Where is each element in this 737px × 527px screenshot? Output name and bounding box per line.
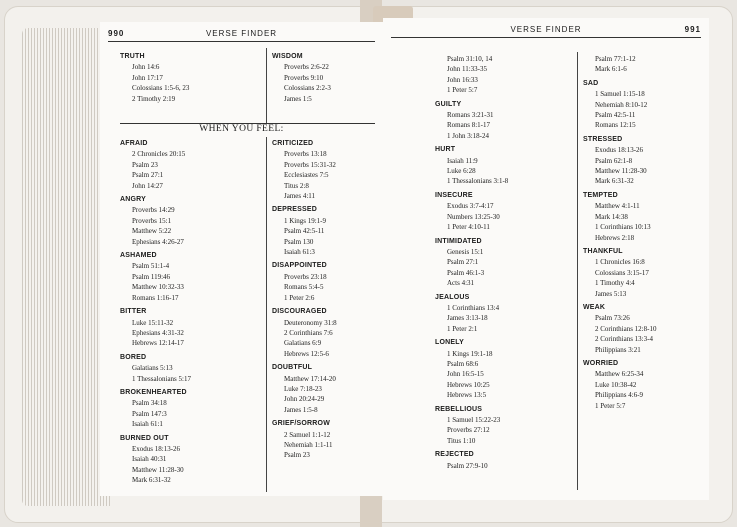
right-column-divider <box>577 52 578 490</box>
verse-reference: John 16:33 <box>447 75 478 84</box>
verse-reference: 1 Timothy 4:4 <box>595 279 635 288</box>
verse-reference: Psalm 77:1-12 <box>595 55 636 63</box>
verse-reference: Proverbs 14:29 <box>132 206 175 215</box>
topic-section <box>120 52 260 104</box>
verse-reference: Matthew 11:28-30 <box>595 167 647 176</box>
left-top-column-1 <box>120 52 260 108</box>
left-page <box>100 22 383 496</box>
verse-reference: 1 Kings 19:1-18 <box>447 349 493 358</box>
verse-reference: 2 Corinthians 12:8-10 <box>595 324 657 333</box>
right-page-number: 991 <box>684 25 701 34</box>
topic-section <box>583 135 703 187</box>
topic-heading: DOUBTFUL <box>272 364 313 372</box>
topic-heading: BURNED OUT <box>120 434 169 442</box>
verse-reference: Proverbs 23:18 <box>284 272 327 281</box>
verse-reference: 1 Thessalonians 5:17 <box>132 374 191 383</box>
verse-reference: 1 Peter 2:6 <box>284 293 315 302</box>
topic-heading: BITTER <box>120 308 147 316</box>
verse-reference: Proverbs 2:6-22 <box>284 63 329 72</box>
verse-reference: Psalm 23 <box>132 160 158 169</box>
topic-section <box>435 100 575 142</box>
right-page <box>383 18 709 500</box>
verse-reference: James 3:13-18 <box>447 314 488 323</box>
verse-reference: Nehemiah 8:10-12 <box>595 100 648 109</box>
verse-reference: Hebrews 12:14-17 <box>132 339 184 348</box>
verse-reference: Galatians 6:9 <box>284 339 322 348</box>
verse-reference: Psalm 73:26 <box>595 314 630 323</box>
topic-section <box>583 54 703 75</box>
verse-reference: 2 Corinthians 7:6 <box>284 328 333 337</box>
topic-heading: INTIMIDATED <box>435 237 482 245</box>
verse-reference: Exodus 18:13-26 <box>595 146 644 155</box>
verse-reference: 1 John 3:18-24 <box>447 131 489 140</box>
verse-reference: Psalm 31:10, 14 <box>447 55 493 63</box>
verse-reference: Colossians 2:2-3 <box>284 84 331 93</box>
topic-section <box>583 303 703 355</box>
topic-section <box>120 251 260 303</box>
verse-reference: 1 Thessalonians 3:1-8 <box>447 177 509 186</box>
right-column-2 <box>583 54 703 415</box>
left-column-2 <box>272 139 378 465</box>
topic-heading: WISDOM <box>272 53 303 60</box>
verse-reference: Psalm 62:1-8 <box>595 156 633 165</box>
topic-heading: ANGRY <box>120 196 147 204</box>
topic-section <box>120 139 260 191</box>
topic-heading: WEAK <box>583 303 606 311</box>
verse-reference: John 11:33-35 <box>447 65 487 74</box>
verse-reference: Luke 15:11-32 <box>132 318 174 327</box>
topic-heading: CRITICIZED <box>272 140 314 147</box>
topic-heading: TRUTH <box>120 53 145 60</box>
verse-reference: Matthew 11:28-30 <box>132 465 184 474</box>
topic-section <box>272 363 378 415</box>
topic-section <box>120 434 260 486</box>
left-top-column-2 <box>272 52 378 108</box>
verse-reference: Galatians 5:13 <box>132 364 173 373</box>
verse-reference: 1 Corinthians 10:13 <box>595 223 651 232</box>
topic-section <box>272 205 378 257</box>
verse-reference: Hebrews 13:5 <box>447 391 487 400</box>
verse-reference: Psalm 42:5-11 <box>595 111 636 120</box>
topic-heading: SAD <box>583 79 599 87</box>
topic-section <box>435 450 575 471</box>
topic-section <box>272 139 378 201</box>
topic-section <box>435 293 575 335</box>
verse-reference: Mark 6:31-32 <box>595 177 634 186</box>
verse-reference: James 1:5-8 <box>284 405 318 414</box>
topic-heading: HURT <box>435 146 456 154</box>
topic-heading: GUILTY <box>435 100 462 108</box>
topic-heading: AFRAID <box>120 140 148 147</box>
verse-reference: Psalm 51:1-4 <box>132 262 170 271</box>
topic-section <box>583 359 703 411</box>
verse-reference: Deuteronomy 31:8 <box>284 318 337 327</box>
verse-reference: James 4:11 <box>284 192 316 201</box>
topic-heading: BROKENHEARTED <box>120 388 187 396</box>
topic-section <box>435 191 575 233</box>
verse-reference: Matthew 17:14-20 <box>284 374 336 383</box>
left-page-number: 990 <box>108 29 125 38</box>
verse-reference: John 17:17 <box>132 73 163 82</box>
topic-heading: INSECURE <box>435 191 473 199</box>
verse-reference: Psalm 147:3 <box>132 409 167 418</box>
verse-reference: Philippians 3:21 <box>595 345 641 354</box>
verse-reference: Matthew 10:32-33 <box>132 283 184 292</box>
topic-section <box>435 54 575 96</box>
verse-reference: Proverbs 15:31-32 <box>284 160 336 169</box>
verse-reference: 1 Peter 4:10-11 <box>447 223 490 232</box>
topic-section <box>435 145 575 187</box>
verse-reference: James 1:5 <box>284 94 312 103</box>
verse-reference: Romans 3:21-31 <box>447 111 494 120</box>
topic-heading: WORRIED <box>583 359 619 367</box>
verse-reference: Psalm 27:9-10 <box>447 461 488 470</box>
verse-reference: Psalm 34:18 <box>132 399 167 408</box>
topic-heading: REJECTED <box>435 451 474 459</box>
topic-heading: TEMPTED <box>583 191 618 199</box>
verse-reference: Ephesians 4:26-27 <box>132 237 184 246</box>
verse-reference: Ecclesiastes 7:5 <box>284 171 329 180</box>
topic-heading: DISAPPOINTED <box>272 262 327 270</box>
topic-heading: DISCOURAGED <box>272 308 327 316</box>
verse-reference: Psalm 42:5-11 <box>284 227 325 236</box>
verse-reference: Psalm 130 <box>284 237 314 246</box>
verse-reference: Numbers 13:25-30 <box>447 212 500 221</box>
verse-reference: 1 Peter 5:7 <box>447 86 478 95</box>
topic-section <box>272 261 378 303</box>
topic-section <box>435 237 575 289</box>
verse-reference: John 14:6 <box>132 63 160 72</box>
verse-reference: John 14:27 <box>132 181 163 190</box>
verse-reference: Exodus 3:7-4:17 <box>447 202 494 211</box>
verse-reference: 1 Peter 5:7 <box>595 401 626 410</box>
topic-section <box>583 191 703 243</box>
right-column-1 <box>435 54 575 475</box>
verse-reference: Romans 12:15 <box>595 121 636 130</box>
verse-reference: Nehemiah 1:1-11 <box>284 440 333 449</box>
verse-reference: Philippians 4:6-9 <box>595 391 644 400</box>
verse-reference: 1 Kings 19:1-9 <box>284 216 326 225</box>
topic-heading: LONELY <box>435 339 464 347</box>
topic-section <box>120 195 260 247</box>
verse-reference: Colossians 1:5-6, 23 <box>132 84 190 93</box>
verse-reference: 1 Samuel 15:22-23 <box>447 416 501 424</box>
topic-section <box>120 307 260 349</box>
topic-section <box>120 353 260 384</box>
topic-heading: JEALOUS <box>435 293 470 301</box>
verse-reference: John 16:5-15 <box>447 370 484 379</box>
topic-heading: GRIEF/SORROW <box>272 420 331 428</box>
topic-heading: STRESSED <box>583 135 623 143</box>
verse-reference: Isaiah 61:1 <box>132 420 163 429</box>
verse-reference: Hebrews 12:5-6 <box>284 349 329 358</box>
verse-reference: James 5:13 <box>595 289 627 298</box>
topic-section <box>583 79 703 131</box>
topic-heading: BORED <box>120 353 147 361</box>
topic-section <box>272 419 378 461</box>
verse-reference: Genesis 15:1 <box>447 247 484 256</box>
verse-reference: Titus 1:10 <box>447 436 476 445</box>
verse-reference: 2 Chronicles 20:15 <box>132 150 186 159</box>
verse-reference: Luke 10:38-42 <box>595 380 637 389</box>
page-edges <box>22 28 110 506</box>
verse-reference: Mark 14:38 <box>595 212 628 221</box>
verse-reference: Romans 1:16-17 <box>132 293 179 302</box>
verse-reference: Proverbs 27:12 <box>447 426 490 435</box>
verse-reference: Isaiah 40:31 <box>132 455 167 464</box>
topic-section <box>583 247 703 299</box>
left-page-header <box>108 28 375 42</box>
verse-reference: Psalm 23 <box>284 451 310 460</box>
verse-reference: Mark 6:31-32 <box>132 476 171 485</box>
verse-reference: Colossians 3:15-17 <box>595 268 649 277</box>
verse-reference: Isaiah 11:9 <box>447 156 478 165</box>
section-title: WHEN YOU FEEL: <box>199 124 284 134</box>
verse-reference: Proverbs 15:1 <box>132 216 172 225</box>
topic-section <box>435 405 575 447</box>
topic-section <box>120 388 260 430</box>
verse-reference: Luke 7:18-23 <box>284 384 322 393</box>
verse-reference: Exodus 18:13-26 <box>132 444 181 453</box>
left-column-divider <box>266 137 267 492</box>
left-column-1 <box>120 139 260 490</box>
verse-reference: Hebrews 2:18 <box>595 233 635 242</box>
verse-reference: Proverbs 9:10 <box>284 73 324 82</box>
verse-reference: Acts 4:31 <box>447 279 475 288</box>
verse-reference: Psalm 46:1-3 <box>447 268 485 277</box>
topic-section <box>435 338 575 400</box>
verse-reference: 2 Timothy 2:19 <box>132 94 176 103</box>
topic-heading: ASHAMED <box>120 252 157 260</box>
verse-reference: Mark 6:1-6 <box>595 65 627 74</box>
verse-reference: 2 Samuel 1:1-12 <box>284 430 331 439</box>
verse-reference: 1 Samuel 1:15-18 <box>595 90 645 99</box>
verse-reference: 1 Peter 2:1 <box>447 324 478 333</box>
verse-reference: Psalm 27:1 <box>132 171 164 180</box>
verse-reference: 2 Corinthians 13:3-4 <box>595 335 653 344</box>
verse-reference: Psalm 68:6 <box>447 359 479 368</box>
verse-reference: Luke 6:28 <box>447 167 476 176</box>
verse-reference: Psalm 27:1 <box>447 258 479 267</box>
left-top-divider <box>266 48 267 124</box>
verse-reference: Romans 8:1-17 <box>447 121 490 130</box>
topic-heading: DEPRESSED <box>272 206 317 214</box>
verse-reference: Matthew 4:1-11 <box>595 202 640 211</box>
verse-reference: Matthew 5:22 <box>132 227 172 236</box>
verse-reference: Ephesians 4:31-32 <box>132 328 184 337</box>
verse-reference: Hebrews 10:25 <box>447 380 490 389</box>
verse-reference: John 20:24-29 <box>284 395 325 404</box>
verse-reference: Isaiah 61:3 <box>284 248 315 257</box>
topic-heading: THANKFUL <box>583 247 623 255</box>
verse-reference: Titus 2:8 <box>284 181 309 190</box>
topic-heading: REBELLIOUS <box>435 405 483 413</box>
verse-reference: Proverbs 13:18 <box>284 150 327 159</box>
verse-reference: Romans 5:4-5 <box>284 283 324 292</box>
verse-reference: Matthew 6:25-34 <box>595 370 644 379</box>
verse-reference: Psalm 119:46 <box>132 272 171 281</box>
left-header-title: VERSE FINDER <box>205 29 278 38</box>
verse-reference: 1 Chronicles 16:8 <box>595 258 645 267</box>
right-header-title: VERSE FINDER <box>510 25 582 34</box>
topic-section <box>272 52 378 104</box>
topic-section <box>272 307 378 359</box>
verse-reference: 1 Corinthians 13:4 <box>447 303 500 312</box>
right-page-header <box>391 24 701 38</box>
